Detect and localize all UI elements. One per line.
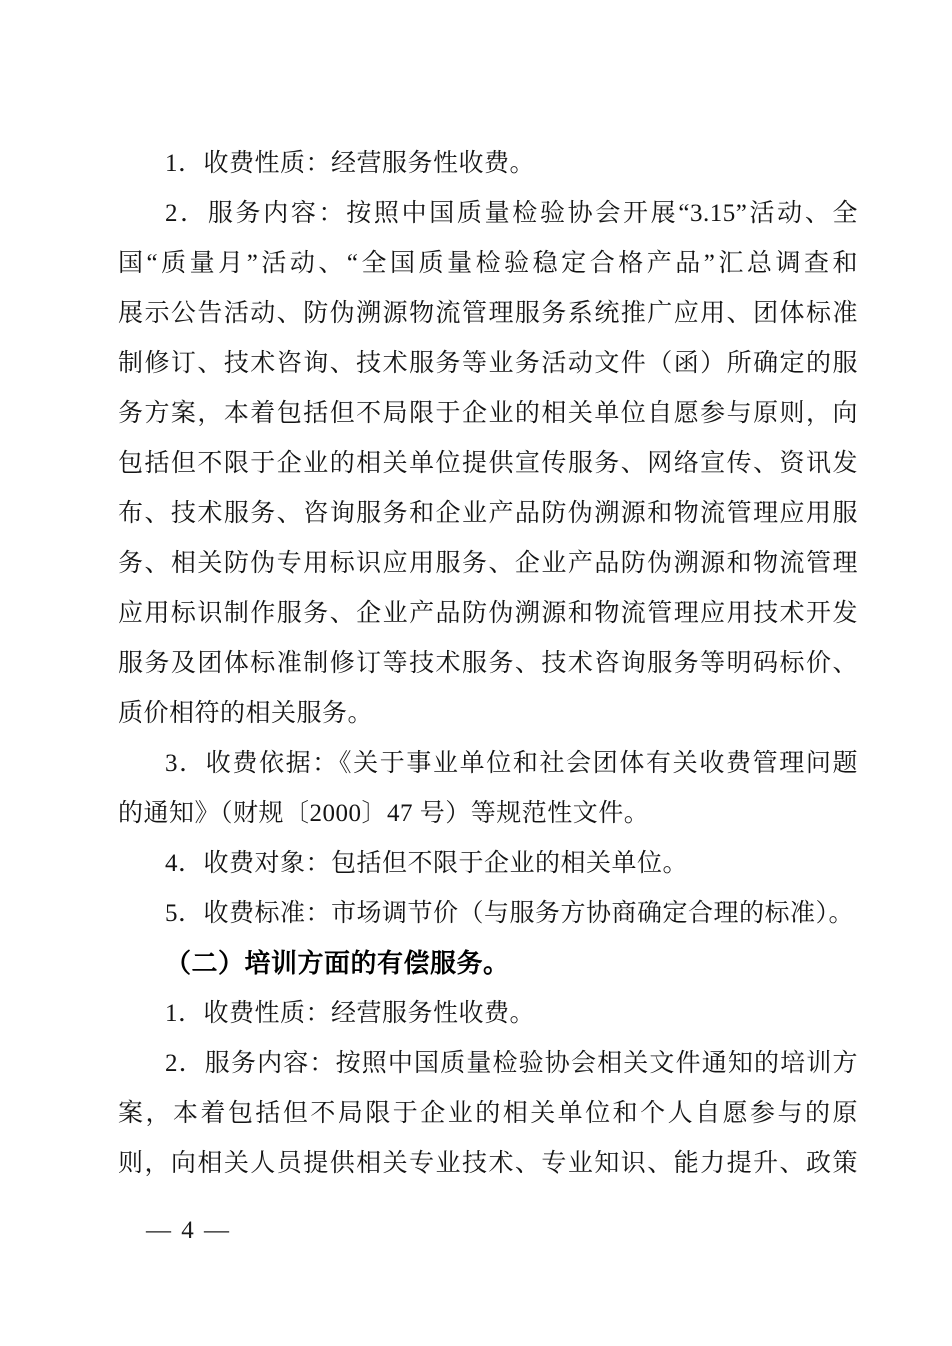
body-text-line: 国“质量月”活动、“全国质量检验稳定合格产品”汇总调查和 (118, 250, 858, 277)
body-text-line: 的通知》（财规〔2000〕47 号）等规范性文件。 (118, 800, 650, 827)
body-text-line: 2．服务内容：按照中国质量检验协会相关文件通知的培训方 (165, 1050, 858, 1077)
heading-line: （二）培训方面的有偿服务。 (165, 949, 510, 978)
body-text-line: 4．收费对象：包括但不限于企业的相关单位。 (165, 850, 689, 877)
page-number: — 4 — (146, 1217, 231, 1244)
body-text-line: 布、技术服务、咨询服务和企业产品防伪溯源和物流管理应用服 (118, 500, 858, 527)
body-text-line: 2．服务内容：按照中国质量检验协会开展“3.15”活动、全 (165, 200, 858, 227)
body-text-line: 1．收费性质：经营服务性收费。 (165, 150, 536, 177)
body-text-line: 则，向相关人员提供相关专业技术、专业知识、能力提升、政策 (118, 1150, 858, 1177)
body-text-line: 5．收费标准：市场调节价（与服务方协商确定合理的标准）。 (165, 900, 855, 927)
body-text-line: 服务及团体标准制修订等技术服务、技术咨询服务等明码标价、 (118, 650, 858, 677)
body-text-line: 制修订、技术咨询、技术服务等业务活动文件（函）所确定的服 (118, 350, 858, 377)
body-text-line: 务方案，本着包括但不局限于企业的相关单位自愿参与原则，向 (118, 400, 858, 427)
document-body (118, 139, 858, 1189)
body-text-line: 质价相符的相关服务。 (118, 700, 374, 727)
body-text-line: 1．收费性质：经营服务性收费。 (165, 1000, 536, 1027)
body-text-line: 务、相关防伪专用标识应用服务、企业产品防伪溯源和物流管理 (118, 550, 858, 577)
body-text-line: 展示公告活动、防伪溯源物流管理服务系统推广应用、团体标准 (118, 300, 858, 327)
body-text-line: 包括但不限于企业的相关单位提供宣传服务、网络宣传、资讯发 (118, 450, 858, 477)
body-text-line: 案，本着包括但不局限于企业的相关单位和个人自愿参与的原 (118, 1100, 858, 1127)
body-text-line: 应用标识制作服务、企业产品防伪溯源和物流管理应用技术开发 (118, 600, 858, 627)
body-text-line: 3．收费依据：《关于事业单位和社会团体有关收费管理问题 (165, 750, 858, 777)
